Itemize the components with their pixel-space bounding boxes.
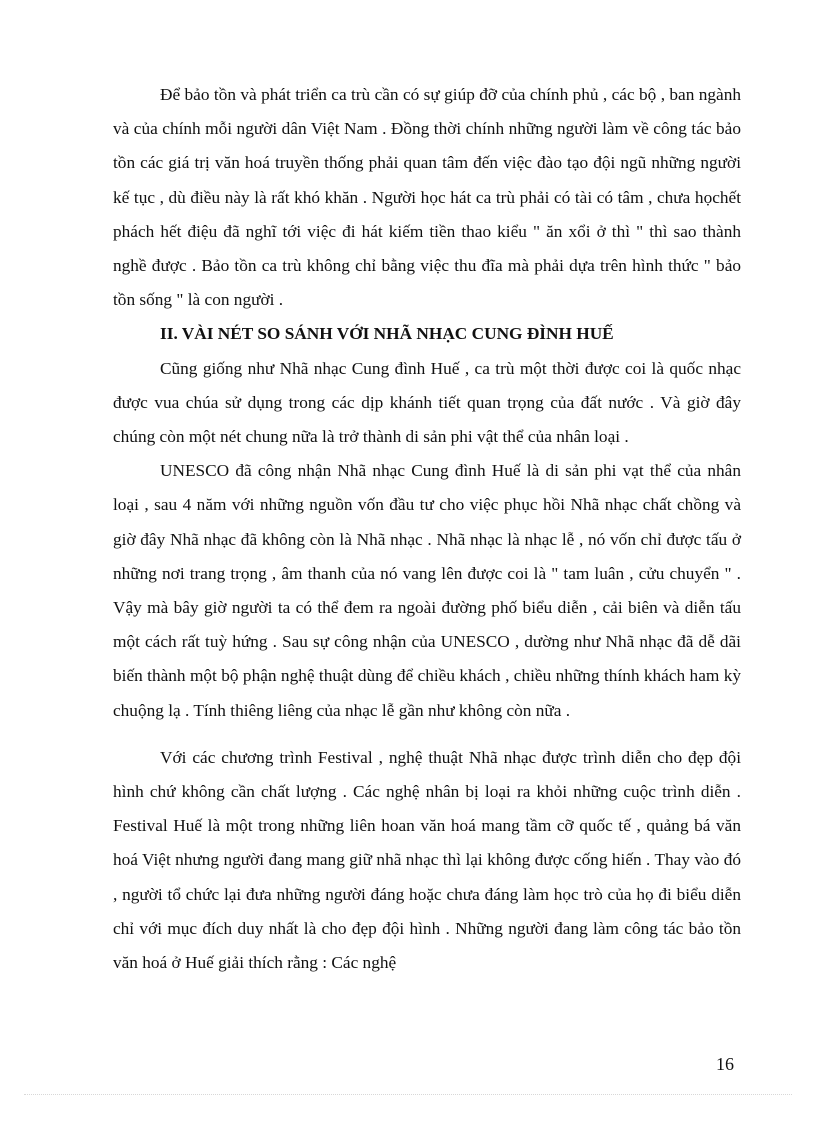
section-heading: II. VÀI NÉT SO SÁNH VỚI NHÃ NHẠC CUNG ĐÌNH HUẾ	[160, 324, 614, 344]
page-bottom-divider	[24, 1094, 792, 1095]
paragraph-preservation: Để bảo tồn và phát triển ca trù cần có sự giúp đỡ của chính phủ , các bộ , ban ngành và của chính mỗi người dân Việt Nam . Đồng thời chính những người làm về công tác bảo tồn các giá trị văn hoá truyền thống phải quan tâm đến việc đào tạo đội ngũ những người kế tục , dù điều này là rất khó khăn . Người học hát ca trù phải có tài có tâm , chưa họchết phách hết điệu đã nghĩ tới việc đi hát kiếm tiền thao kiểu " ăn xổi ở thì " thì sao thành nghề được . Bảo tồn ca trù không chỉ bằng việc thu đĩa mà phải dựa trên hình thức " bảo tồn sống " là con người .	[113, 85, 741, 310]
document-body	[113, 78, 741, 980]
paragraph-festival: Với các chương trình Festival , nghệ thuật Nhã nhạc được trình diễn cho đẹp đội hình chứ không cần chất lượng . Các nghệ nhân bị loại ra khỏi những cuộc trình diễn . Festival Huế là một trong những liên hoan văn hoá mang tầm cỡ quốc tế , quảng bá văn hoá Việt nhưng người đang mang giữ nhã nhạc thì lại không được cống hiến . Thay vào đó , người tổ chức lại đưa những người đáng hoặc chưa đáng làm học trò của họ đi biểu diễn chỉ với mục đích duy nhất là cho đẹp đội hình . Những người đang làm công tác bảo tồn văn hoá ở Huế giải thích rằng : Các nghệ	[113, 747, 741, 973]
paragraph-comparison: Cũng giống như Nhã nhạc Cung đình Huế , ca trù một thời được coi là quốc nhạc được vua chúa sử dụng trong các dịp khánh tiết quan trọng của đất nước . Và giờ đây chúng còn một nét chung nữa là trở thành di sản phi vật thể của nhân loại .	[113, 358, 741, 447]
page-number: 16	[716, 1054, 734, 1074]
paragraph-unesco: UNESCO đã công nhận Nhã nhạc Cung đình Huế là di sản phi vạt thể của nhân loại , sau 4 năm với những nguồn vốn đầu tư cho việc phục hồi Nhã nhạc chất chồng và giờ đây Nhã nhạc đã không còn là Nhã nhạc . Nhã nhạc là nhạc lễ , nó vốn chỉ được tấu ở những nơi trang trọng , âm thanh của nó vang lên được coi là " tam luân , cửu chuyển " . Vậy mà bây giờ người ta có thể đem ra ngoài đường phố biểu diễn , cải biên và diễn tấu một cách rất tuỳ hứng . Sau sự công nhận của UNESCO , dường như Nhã nhạc đã dễ dãi biến thành một bộ phận nghệ thuật dùng để chiều khách , chiều những thính khách ham kỳ chuộng lạ . Tính thiêng liêng của nhạc lễ gần như không còn nữa .	[113, 461, 741, 720]
